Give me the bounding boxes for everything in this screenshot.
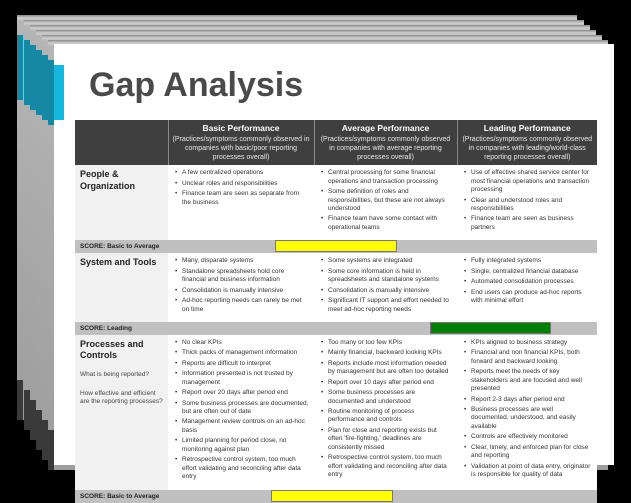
cell-average [314,335,457,490]
header-average [314,120,457,165]
bullet-item: • A few centralized operations [182,169,309,177]
bullet-item: • Some business processes are documented, but are often out of date [182,400,309,417]
bullet-item: • Business processes are well documented, understood, and easily available [471,406,592,431]
row-category [75,335,168,490]
slide-title: Gap Analysis [89,66,304,104]
bullet-list [319,339,452,480]
table-row [75,253,597,322]
cell-basic [168,165,314,240]
row-category [75,165,168,240]
bullet-item: • End users can produce ad-hoc reports with minimal effort [471,289,592,306]
bullet-item: • Clear, timely, and enforced plan for close and reporting [471,444,592,461]
header-subtitle: (Practices/symptoms commonly observed in companies with leading/world-class reporting processes overall) [462,136,593,162]
bullet-item: • Ad-hoc reporting needs can rarely be met on time [182,297,309,314]
bullet-list [319,257,452,314]
bullet-item: • Automated consolidation processes [471,278,592,286]
bullet-list [462,257,592,305]
cell-leading [457,335,597,490]
score-row [75,240,597,253]
bullet-item: • Reports are difficult to interpret [182,360,309,368]
header-empty [75,120,168,165]
bullet-item: • Finance team are seen as separate from the business [182,190,309,207]
category-label: System and Tools [80,257,157,268]
score-label: SCORE: Basic to Average [75,490,168,503]
bullet-item: • Management review controls on an ad-hoc basis [182,418,309,435]
bullet-item: • Reports include most information needed by management but are often too detailed [328,360,452,377]
bullet-item: • Fully integrated systems [471,257,592,265]
bullet-list [173,257,309,314]
cell-average [314,165,457,240]
bullet-list [462,169,592,232]
bullet-item: • Consolidation is manually intensive [182,287,309,295]
bullet-item: • KPIs aligned to business strategy [471,339,592,347]
score-label: SCORE: Leading [75,322,168,335]
category-label: People & Organization [80,169,136,191]
bullet-item: • Retrospective control system, too much effort validating and reconciling after data entry [328,454,452,479]
score-track [168,240,597,253]
bullet-list [173,339,309,482]
bullet-item: • Single, centralized financial database [471,268,592,276]
score-bar [430,322,551,334]
bullet-item: • Information presented is not trusted by management [182,370,309,387]
header-title: Average Performance [341,123,430,133]
header-title: Basic Performance [202,123,280,133]
bullet-item: • Some definition of roles and responsibilities, but these are not always understood [328,188,452,213]
bullet-item: • Reports meet the needs of key stakeholders and are focused and well presented [471,368,592,393]
table-row [75,165,597,240]
bullet-list [462,339,592,480]
bullet-item: • Thick packs of management information [182,349,309,357]
score-bar [271,490,393,502]
score-bar [275,240,397,252]
score-track [168,490,597,503]
bullet-item: • Mainly financial, backward looking KPIs [328,349,452,357]
bullet-list [173,169,309,207]
header-subtitle: (Practices/symptoms commonly observed in companies with basic/poor reporting processes overall) [172,136,310,162]
bullet-item: • Some business processes are documented and understood [328,389,452,406]
category-label: Processes and Controls [80,338,144,361]
bullet-item: • Controls are effectively monitored [471,433,592,441]
front-slide[interactable] [54,44,614,500]
category-question: What is being reported? [80,371,150,379]
table-row [75,335,597,490]
bullet-item: • Central processing for some financial operations and transaction processing [328,169,452,186]
score-row [75,490,597,503]
bullet-list [319,169,452,232]
score-label: SCORE: Basic to Average [75,240,168,253]
bullet-item: • Some systems are integrated [328,257,452,265]
header-title: Leading Performance [483,123,571,133]
bullet-item: • Finance team have some contact with operational teams [328,215,452,232]
accent-bar [54,65,64,120]
header-basic [168,120,314,165]
cell-leading [457,253,597,322]
bullet-item: • Report 2-3 days after period end [471,396,592,404]
table-header-row [75,120,597,165]
bullet-item: • Unclear roles and responsibilities [182,180,309,188]
bullet-item: • Routine monitoring of process performance and controls [328,408,452,425]
cell-basic [168,253,314,322]
bullet-item: • Plan for close and reporting exists but often 'fire-fighting,' deadlines are consistently missed [328,427,452,452]
bullet-item: • Many, disparate systems [182,257,309,265]
bullet-item: • Too many or too few KPIs [328,339,452,347]
bullet-item: • No clear KPIs [182,339,309,347]
bullet-item: • Consolidation is manually intensive [328,287,452,295]
row-category [75,253,168,322]
bullet-item: • Finance team are seen as business partners [471,215,592,232]
category-question: How effective and efficient are the reporting processes? [80,389,163,406]
cell-basic [168,335,314,490]
bullet-item: • Validation at point of data entry, originator is responsible for quality of data [471,463,592,480]
score-track [168,322,597,335]
bullet-item: • Report over 10 days after period end [328,379,452,387]
bullet-item: • Report over 20 days after period end [182,389,309,397]
bullet-item: • Limited planning for period close, no monitoring against plan [182,437,309,454]
cell-leading [457,165,597,240]
bullet-item: • Standalone spreadsheets hold core financial and business information [182,268,309,285]
bullet-item: • Significant IT support and effort needed to meet ad-hoc reporting needs [328,297,452,314]
header-subtitle: (Practices/symptoms commonly observed in companies with average reporting processes overall) [320,136,451,162]
score-row [75,322,597,335]
bullet-item: • Some core information is held in spreadsheets and standalone systems [328,268,452,285]
bullet-item: • Financial and non financial KPIs, both forward and backward looking [471,349,592,366]
cell-average [314,253,457,322]
bullet-item: • Retrospective control system, too much effort validating and reconciling after data entry [182,456,309,481]
bullet-item: • Use of effective shared service center for most financial operations and transaction processing [471,169,592,194]
header-leading [457,120,597,165]
gap-analysis-table [75,120,597,503]
bullet-item: • Clear and understood roles and responsibilities [471,197,592,214]
